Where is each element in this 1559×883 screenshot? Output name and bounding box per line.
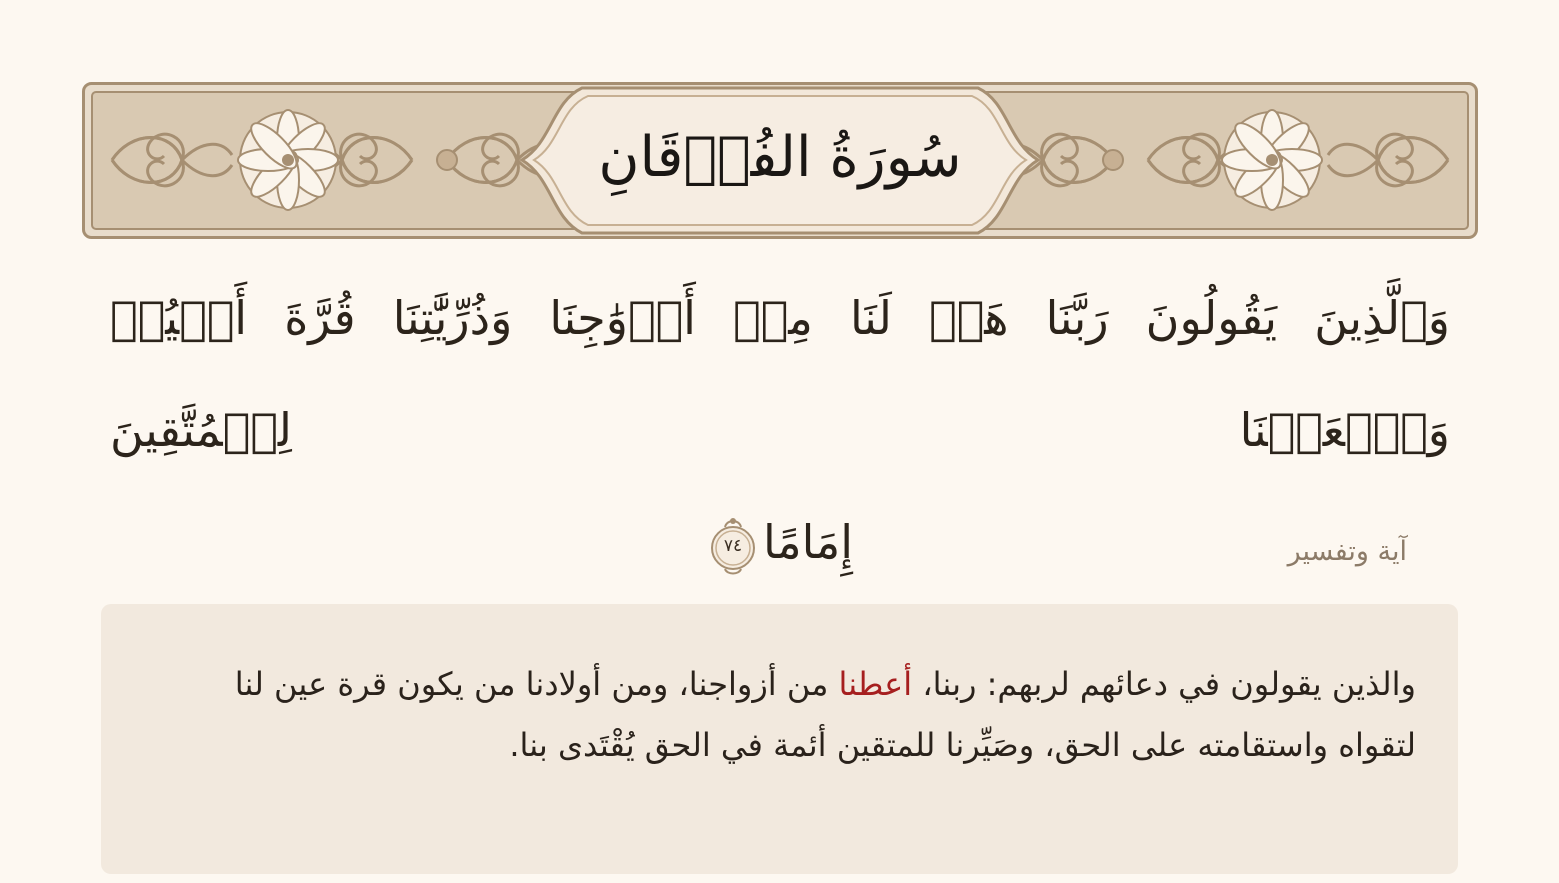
ayah-number-marker <box>707 513 759 579</box>
tafsir-text <box>161 654 1416 776</box>
section-label-ayah-tafsir: آية وتفسير <box>1287 536 1407 567</box>
ayah-number: ٧٤ <box>723 536 743 556</box>
surah-title: سُورَةُ الفُرۡقَانِ <box>598 125 962 190</box>
tafsir-highlighted-word[interactable]: أعطنا <box>838 665 913 703</box>
verse-line-2 <box>110 486 1450 598</box>
tafsir-text-part-2: من أزواجنا، ومن أولادنا من يكون قرة عين لنا لتقواه واستقامته على الحق، وصَيِّرنا للمتقين أئمة في الحق يُقْتَدى بنا. <box>234 665 1416 764</box>
surah-header-banner <box>82 82 1478 239</box>
tafsir-text-part-1: والذين يقولون في دعائهم لربهم: ربنا، <box>912 665 1416 703</box>
verse-line-1: وَٱلَّذِينَ يَقُولُونَ رَبَّنَا هَبۡ لَنَا مِنۡ أَزۡوَٰجِنَا وَذُرِّيَّٰتِنَا قُرَّةَ أَعۡيُنٖ وَٱجۡعَلۡنَا لِلۡمُتَّقِينَ <box>110 291 1450 457</box>
quran-verse <box>110 262 1450 598</box>
tafsir-card <box>101 604 1458 874</box>
verse-line-2-text: إِمَامًا <box>762 515 854 569</box>
